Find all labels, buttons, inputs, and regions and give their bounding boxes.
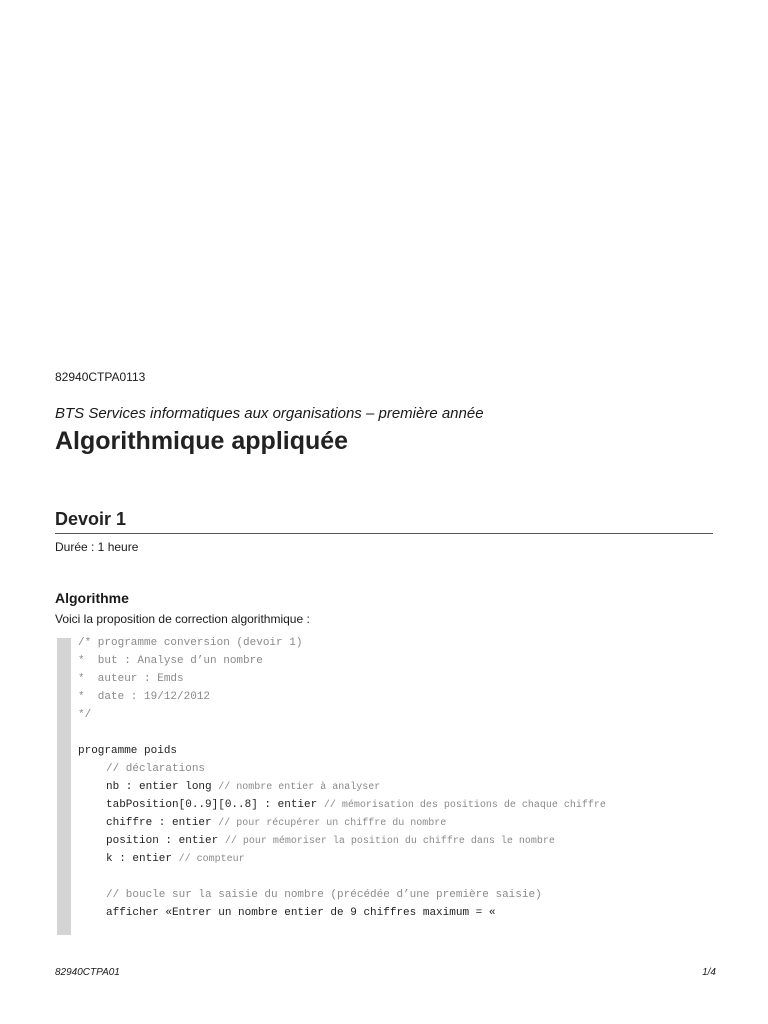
declaration-comment: // mémorisation des positions de chaque chiffre	[323, 800, 606, 811]
declaration-code: chiffre : entier	[106, 817, 212, 829]
code-comment-line: // déclarations	[106, 763, 206, 775]
code-comment-line: * but : Analyse d’un nombre	[78, 655, 263, 667]
code-listing	[78, 634, 606, 922]
declaration-comment: // compteur	[178, 854, 245, 865]
declaration-code: nb : entier long	[106, 781, 212, 793]
code-comment-line: /* programme conversion (devoir 1)	[78, 637, 303, 649]
code-declaration-line	[78, 778, 606, 796]
code-comment-line: * date : 19/12/2012	[78, 691, 211, 703]
course-subtitle: BTS Services informatiques aux organisations – première année	[55, 405, 484, 422]
code-blank-line	[78, 868, 606, 886]
code-comment-line: * auteur : Emds	[78, 673, 184, 685]
declaration-comment: // pour mémoriser la position du chiffre dans le nombre	[224, 836, 555, 847]
declaration-comment: // nombre entier à analyser	[218, 782, 381, 793]
heading-rule	[55, 533, 713, 534]
declaration-code: tabPosition[0..9][0..8] : entier	[106, 799, 318, 811]
code-comment-line: // boucle sur la saisie du nombre (précédée d’une première saisie)	[106, 889, 542, 901]
declaration-code: position : entier	[106, 835, 219, 847]
footer-document-code: 82940CTPA01	[55, 967, 120, 978]
code-declaration-line	[78, 796, 606, 814]
code-gutter-bar	[57, 638, 71, 935]
duration-text: Durée : 1 heure	[55, 540, 139, 554]
devoir-heading: Devoir 1	[55, 509, 127, 529]
section-intro: Voici la proposition de correction algorithmique :	[55, 612, 310, 626]
code-declaration-line	[78, 832, 606, 850]
code-program-line: programme poids	[78, 745, 178, 757]
declaration-code: k : entier	[106, 853, 173, 865]
document-code: 82940CTPA0113	[55, 370, 146, 384]
section-heading: Algorithme	[55, 590, 129, 606]
page-title: Algorithmique appliquée	[55, 427, 349, 455]
declaration-comment: // pour récupérer un chiffre du nombre	[218, 818, 447, 829]
footer-page-number: 1/4	[702, 967, 716, 978]
code-declaration-line	[78, 814, 606, 832]
code-blank-line	[78, 724, 606, 742]
code-comment-line: */	[78, 709, 92, 721]
code-afficher-line: afficher «Entrer un nombre entier de 9 chiffres maximum = «	[106, 907, 496, 919]
code-declaration-line	[78, 850, 606, 868]
